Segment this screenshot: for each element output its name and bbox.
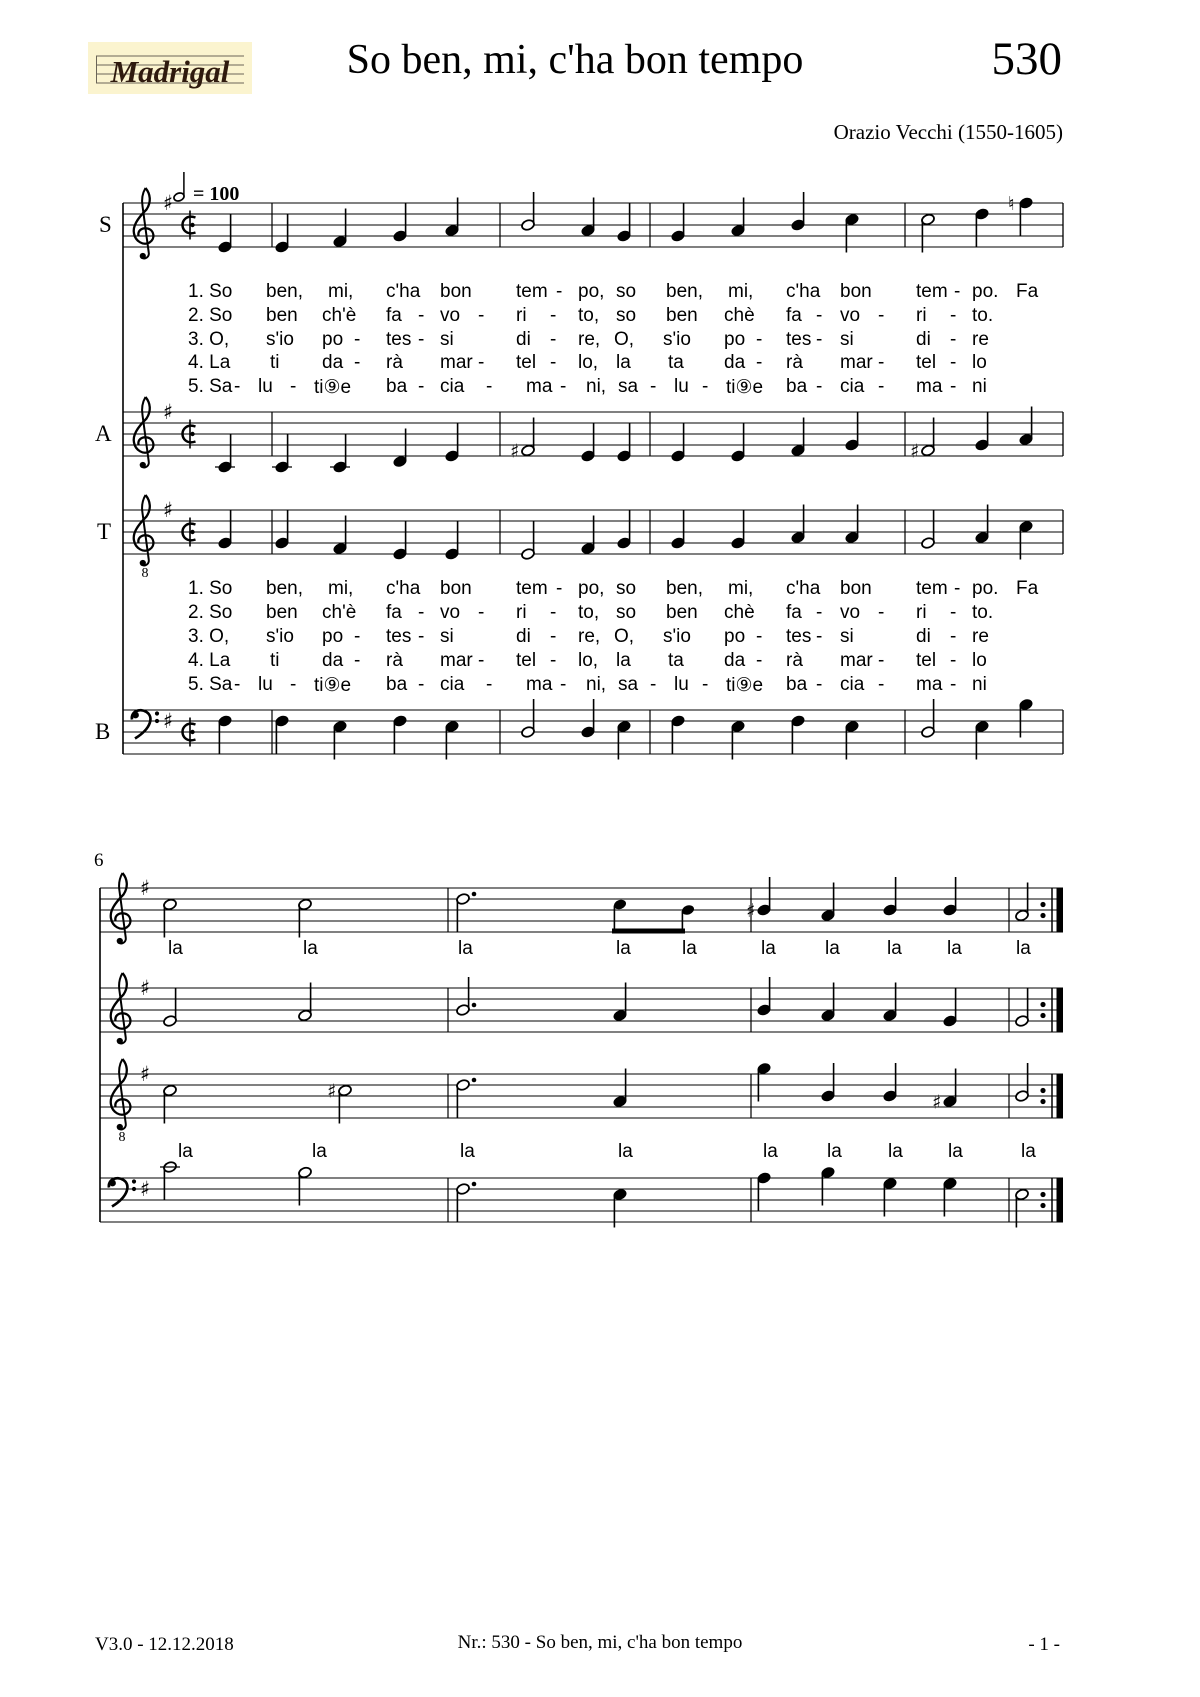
lyric-syllable: - — [478, 650, 485, 671]
lyric-syllable: bon — [840, 578, 872, 599]
lyric-syllable: vo — [440, 602, 461, 623]
lyric-syllable: 4. La — [188, 650, 231, 671]
treble-clef-icon — [134, 188, 154, 259]
lyric-syllable: ch'è — [322, 602, 357, 623]
lyric-syllable: c'ha — [786, 281, 821, 302]
lyric-syllable: - — [550, 329, 557, 350]
footer-page-number: - 1 - — [1028, 1634, 1060, 1655]
lyric-syllable: ben — [266, 305, 298, 326]
svg-text:8: 8 — [118, 1130, 126, 1145]
lyric-syllable: re — [972, 626, 989, 647]
sharp-icon: ♯ — [910, 440, 920, 463]
lyric-syllable: vo — [440, 305, 461, 326]
lyric-syllable: - — [650, 674, 657, 695]
lyric-syllable: Fa — [1016, 281, 1039, 302]
lyric-syllable: ti — [270, 650, 280, 671]
lyric-syllable: ben — [666, 305, 698, 326]
lyric-syllable: - — [954, 281, 961, 302]
lyric-syllable: da — [322, 650, 344, 671]
lyric-syllable: chè — [724, 602, 755, 623]
lyric-syllable: - — [560, 376, 567, 397]
lyric-syllable: tes — [786, 626, 812, 647]
lyric-syllable: 3. O, — [188, 329, 230, 350]
lyric-syllable: fa — [386, 602, 402, 623]
lyric-syllable: - — [756, 626, 763, 647]
natural-icon: ♮ — [1008, 193, 1015, 215]
lyric-syllable: la — [616, 352, 631, 373]
footer-version: V3.0 - 12.12.2018 — [95, 1634, 234, 1655]
treble-clef-icon — [134, 397, 154, 468]
sharp-icon: ♯ — [140, 1177, 151, 1201]
lyric-syllable: - — [816, 674, 823, 695]
lyric-syllable: - — [550, 602, 557, 623]
lyric-syllable: bon — [440, 281, 472, 302]
lyric-syllable: 2. So — [188, 305, 233, 326]
lyric-syllable: so — [616, 281, 637, 302]
lyric-syllable: to, — [578, 602, 600, 623]
lyric-syllable: - — [418, 602, 425, 623]
la-syllable: la — [825, 938, 840, 959]
lyric-syllable: lo — [972, 650, 987, 671]
svg-text:8: 8 — [141, 566, 149, 581]
lyric-syllable: ti⑨e — [314, 377, 352, 398]
lyric-syllable: - — [354, 626, 361, 647]
lyric-syllable: - — [878, 602, 885, 623]
lyric-syllable: si — [440, 329, 454, 350]
lyric-syllable: - — [816, 602, 823, 623]
la-syllable: la — [948, 1141, 963, 1162]
tenor-g-clef-icon — [134, 495, 154, 581]
lyric-syllable: ben — [666, 602, 698, 623]
sharp-icon: ♯ — [163, 191, 174, 215]
lyric-syllable: - — [878, 352, 885, 373]
lyric-syllable: di — [516, 626, 531, 647]
bass-clef-icon — [132, 710, 159, 738]
la-syllable: la — [682, 938, 697, 959]
lyric-syllable: - — [560, 674, 567, 695]
lyric-syllable: bon — [440, 578, 472, 599]
lyric-syllable: - — [950, 352, 957, 373]
augmentation-dot — [472, 1078, 477, 1083]
sharp-icon: ♯ — [163, 498, 174, 522]
lyric-syllable: si — [840, 329, 854, 350]
lyric-syllable: ri — [516, 602, 527, 623]
augmentation-dot — [472, 1003, 477, 1008]
lyric-syllable: rà — [386, 352, 403, 373]
lyric-syllable: O, — [614, 626, 635, 647]
la-syllable: la — [458, 938, 473, 959]
lyric-syllable: po — [322, 329, 344, 350]
lyric-syllable: - — [486, 376, 493, 397]
sharp-icon: ♯ — [140, 876, 151, 900]
lyric-syllable: - — [816, 305, 823, 326]
lyric-syllable: mi, — [728, 578, 754, 599]
lyric-syllable: tem — [516, 281, 548, 302]
lyric-syllable: 3. O, — [188, 626, 230, 647]
lyric-syllable: da — [724, 650, 746, 671]
lyric-syllable: di — [916, 329, 931, 350]
lyric-syllable: ta — [668, 352, 684, 373]
lyric-syllable: lo — [972, 352, 987, 373]
lyric-syllable: tel — [916, 650, 937, 671]
la-syllable: la — [827, 1141, 842, 1162]
lyric-syllable: - — [950, 305, 957, 326]
lyric-syllable: fa — [786, 602, 802, 623]
lyric-syllable: ma — [916, 674, 943, 695]
sharp-icon: ♯ — [746, 900, 756, 922]
lyric-syllable: so — [616, 602, 637, 623]
lyric-syllable: 2. So — [188, 602, 233, 623]
lyric-syllable: lo, — [578, 352, 599, 373]
lyric-syllable: ma — [916, 376, 943, 397]
lyric-syllable: s'io — [266, 329, 294, 350]
lyric-syllable: tes — [386, 626, 412, 647]
lyric-syllable: ba — [786, 376, 808, 397]
lyric-syllable: - — [816, 329, 823, 350]
lyric-syllable: - — [878, 650, 885, 671]
lyric-syllable: re, — [578, 626, 601, 647]
lyric-syllable: mar — [440, 352, 473, 373]
lyric-syllable: di — [516, 329, 531, 350]
lyric-syllable: rà — [786, 352, 803, 373]
lyric-syllable: ben, — [266, 281, 303, 302]
lyric-syllable: - — [418, 674, 425, 695]
lyric-syllable: fa — [386, 305, 402, 326]
lyric-syllable: s'io — [663, 329, 691, 350]
lyric-syllable: 1. So — [188, 281, 233, 302]
lyric-syllable: - — [478, 602, 485, 623]
lyric-syllable: po. — [972, 281, 999, 302]
lyric-syllable: - — [950, 602, 957, 623]
lyric-syllable: cia — [440, 376, 465, 397]
tempo-note-icon — [173, 172, 185, 202]
lyric-syllable: - — [950, 329, 957, 350]
lyric-syllable: lu — [258, 376, 273, 397]
lyric-syllable: - — [556, 578, 563, 599]
lyric-syllable: - — [234, 674, 241, 695]
lyric-syllable: - — [550, 626, 557, 647]
sharp-icon: ♯ — [163, 709, 174, 733]
catalog-number: 530 — [991, 33, 1062, 85]
augmentation-dot — [472, 892, 477, 897]
sharp-icon: ♯ — [327, 1080, 337, 1103]
sharp-icon: ♯ — [510, 440, 520, 463]
lyric-syllable: - — [234, 376, 241, 397]
lyric-syllable: mi, — [728, 281, 754, 302]
lyric-syllable: ch'è — [322, 305, 357, 326]
bass-clef-icon — [109, 1178, 136, 1206]
voice-label-alto: A — [95, 421, 112, 446]
lyric-syllable: 4. La — [188, 352, 231, 373]
lyric-syllable: - — [950, 626, 957, 647]
lyric-syllable: - — [702, 674, 709, 695]
lyric-syllable: ni — [972, 376, 987, 397]
lyric-syllable: - — [418, 329, 425, 350]
treble-clef-icon — [111, 873, 131, 944]
voice-label-soprano: S — [99, 212, 112, 237]
lyric-syllable: ba — [386, 674, 408, 695]
lyric-syllable: ben, — [666, 578, 703, 599]
lyric-syllable: rà — [786, 650, 803, 671]
lyric-syllable: to. — [972, 602, 994, 623]
lyric-syllable: ben, — [266, 578, 303, 599]
lyric-syllable: fa — [786, 305, 802, 326]
lyric-syllable: so — [616, 578, 637, 599]
voice-label-tenor: T — [97, 519, 112, 544]
measure-number: 6 — [94, 850, 104, 871]
lyric-syllable: - — [556, 281, 563, 302]
lyric-syllable: lu — [674, 376, 689, 397]
lyric-syllable: mar — [440, 650, 473, 671]
lyric-syllable: ri — [916, 602, 927, 623]
lyric-syllable: - — [816, 626, 823, 647]
lyric-syllable: O, — [614, 329, 635, 350]
treble-clef-icon — [111, 973, 131, 1044]
la-syllable: la — [168, 938, 183, 959]
lyric-syllable: lo, — [578, 650, 599, 671]
lyric-syllable: mar — [840, 650, 873, 671]
sharp-icon: ♯ — [140, 976, 151, 1000]
lyric-syllable: c'ha — [386, 578, 421, 599]
lyric-syllable: to. — [972, 305, 994, 326]
lyric-syllable: - — [878, 305, 885, 326]
lyric-syllable: - — [954, 578, 961, 599]
lyric-syllable: - — [878, 674, 885, 695]
lyric-syllable: - — [550, 305, 557, 326]
la-syllable: la — [947, 938, 962, 959]
lyric-syllable: - — [290, 376, 297, 397]
lyric-syllable: lu — [258, 674, 273, 695]
lyric-syllable: ma — [526, 674, 553, 695]
lyric-syllable: di — [916, 626, 931, 647]
lyric-syllable: 5. Sa — [188, 376, 233, 397]
composer-name: Orazio Vecchi (1550-1605) — [833, 120, 1063, 144]
lyric-syllable: cia — [440, 674, 465, 695]
lyric-syllable: - — [756, 352, 763, 373]
lyric-syllable: la — [616, 650, 631, 671]
lyric-syllable: - — [950, 376, 957, 397]
lyric-syllable: - — [418, 626, 425, 647]
lyric-syllable: ben, — [666, 281, 703, 302]
lyric-syllable: ti⑨e — [314, 675, 352, 696]
lyric-syllable: tem — [916, 578, 948, 599]
augmentation-dot — [472, 1182, 477, 1187]
lyric-syllable: tel — [516, 352, 537, 373]
lyric-syllable: ba — [786, 674, 808, 695]
lyric-syllable: si — [840, 626, 854, 647]
lyric-syllable: - — [418, 376, 425, 397]
lyric-syllable: ri — [516, 305, 527, 326]
lyric-syllable: po — [724, 329, 746, 350]
lyric-syllable: tes — [786, 329, 812, 350]
lyric-syllable: to, — [578, 305, 600, 326]
lyric-syllable: 1. So — [188, 578, 233, 599]
lyric-syllable: po, — [578, 281, 605, 302]
tempo-marking: = 100 — [193, 183, 240, 205]
lyric-syllable: po — [724, 626, 746, 647]
lyric-syllable: - — [950, 650, 957, 671]
lyric-syllable: si — [440, 626, 454, 647]
page-title: So ben, mi, c'ha bon tempo — [346, 37, 804, 83]
lyric-syllable: mar — [840, 352, 873, 373]
lyric-syllable: ti — [270, 352, 280, 373]
lyric-syllable: ta — [668, 650, 684, 671]
lyric-syllable: - — [950, 674, 957, 695]
lyric-syllable: lu — [674, 674, 689, 695]
voice-label-bass: B — [95, 719, 111, 744]
footer-piece-reference: Nr.: 530 - So ben, mi, c'ha bon tempo — [457, 1632, 743, 1653]
lyric-syllable: - — [354, 352, 361, 373]
lyric-syllable: - — [418, 305, 425, 326]
lyric-syllable: - — [756, 650, 763, 671]
la-syllable: la — [888, 1141, 903, 1162]
lyric-syllable: rà — [386, 650, 403, 671]
lyric-syllable: ri — [916, 305, 927, 326]
la-syllable: la — [460, 1141, 475, 1162]
lyric-syllable: mi, — [328, 281, 354, 302]
lyric-syllable: sa — [618, 376, 639, 397]
lyric-syllable: ni, — [586, 674, 607, 695]
la-syllable: la — [312, 1141, 327, 1162]
la-syllable: la — [616, 938, 631, 959]
lyric-syllable: ni, — [586, 376, 607, 397]
lyric-syllable: bon — [840, 281, 872, 302]
lyric-syllable: ti⑨e — [726, 377, 764, 398]
lyric-syllable: s'io — [266, 626, 294, 647]
lyric-syllable: da — [724, 352, 746, 373]
lyric-syllable: - — [878, 376, 885, 397]
lyric-syllable: po. — [972, 578, 999, 599]
tenor-g-clef-icon — [111, 1059, 131, 1145]
lyric-syllable: mi, — [328, 578, 354, 599]
madrigal-logo-text: Madrigal — [110, 54, 230, 89]
lyric-syllable: c'ha — [786, 578, 821, 599]
lyric-syllable: - — [756, 329, 763, 350]
lyric-syllable: da — [322, 352, 344, 373]
la-syllable: la — [303, 938, 318, 959]
lyric-syllable: - — [550, 352, 557, 373]
la-syllable: la — [763, 1141, 778, 1162]
lyric-syllable: tem — [516, 578, 548, 599]
lyric-syllable: re, — [578, 329, 601, 350]
lyric-syllable: Fa — [1016, 578, 1039, 599]
la-syllable: la — [178, 1141, 193, 1162]
lyric-syllable: c'ha — [386, 281, 421, 302]
lyric-syllable: - — [486, 674, 493, 695]
lyric-syllable: vo — [840, 305, 861, 326]
lyric-syllable: po, — [578, 578, 605, 599]
lyric-syllable: - — [650, 376, 657, 397]
lyric-syllable: sa — [618, 674, 639, 695]
lyric-syllable: vo — [840, 602, 861, 623]
lyric-syllable: re — [972, 329, 989, 350]
sharp-icon: ♯ — [163, 400, 174, 424]
lyric-syllable: tes — [386, 329, 412, 350]
lyric-syllable: ben — [266, 602, 298, 623]
la-syllable: la — [887, 938, 902, 959]
lyric-syllable: po — [322, 626, 344, 647]
la-syllable: la — [618, 1141, 633, 1162]
sharp-icon: ♯ — [140, 1062, 151, 1086]
lyric-syllable: tem — [916, 281, 948, 302]
lyric-syllable: - — [550, 650, 557, 671]
lyric-syllable: - — [354, 329, 361, 350]
lyric-syllable: tel — [916, 352, 937, 373]
lyric-syllable: chè — [724, 305, 755, 326]
lyric-syllable: s'io — [663, 626, 691, 647]
lyric-syllable: - — [354, 650, 361, 671]
lyric-syllable: ni — [972, 674, 987, 695]
lyric-syllable: ba — [386, 376, 408, 397]
lyric-syllable: ma — [526, 376, 553, 397]
sharp-icon: ♯ — [932, 1091, 942, 1114]
la-syllable: la — [761, 938, 776, 959]
lyric-syllable: - — [478, 352, 485, 373]
lyric-syllable: - — [290, 674, 297, 695]
lyric-syllable: - — [702, 376, 709, 397]
lyric-syllable: cia — [840, 376, 865, 397]
lyric-syllable: ti⑨e — [726, 675, 764, 696]
la-syllable: la — [1016, 938, 1031, 959]
lyric-syllable: so — [616, 305, 637, 326]
lyric-syllable: 5. Sa — [188, 674, 233, 695]
lyric-syllable: - — [478, 305, 485, 326]
lyric-syllable: - — [816, 376, 823, 397]
la-syllable: la — [1021, 1141, 1036, 1162]
lyric-syllable: cia — [840, 674, 865, 695]
lyric-syllable: tel — [516, 650, 537, 671]
